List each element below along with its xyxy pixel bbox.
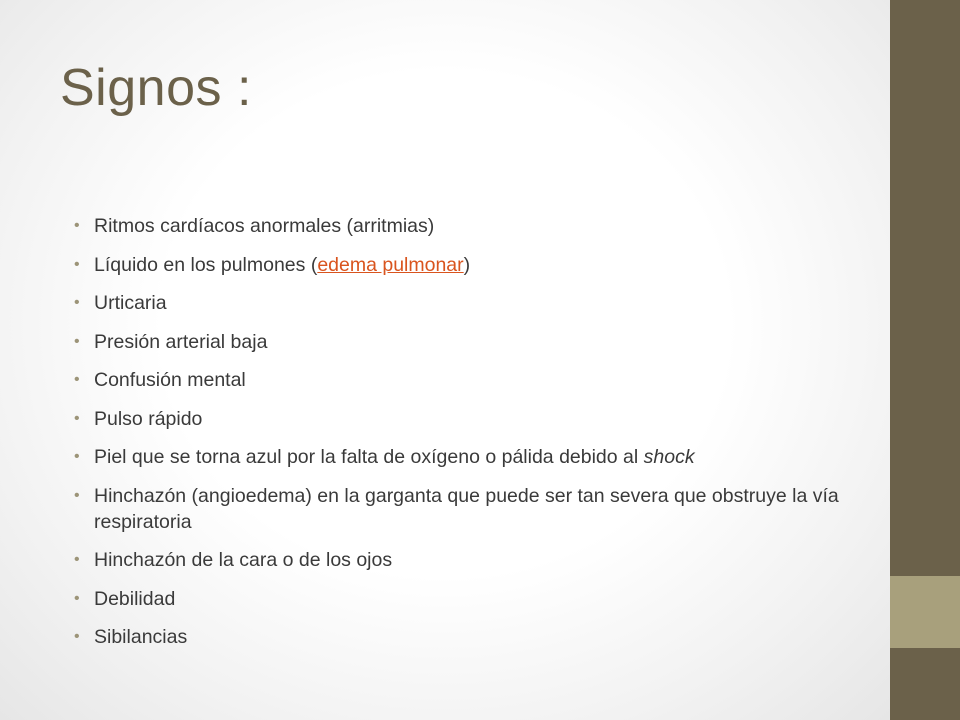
bullet-icon: • <box>74 551 80 568</box>
bullet-icon: • <box>74 255 80 273</box>
bullet-icon: • <box>74 332 80 350</box>
edema-pulmonar-link[interactable]: edema pulmonar <box>317 253 464 276</box>
list-item <box>74 624 864 650</box>
list-item <box>74 329 864 355</box>
bullet-text-pre: Piel que se torna azul por la falta de oxígeno o pálida debido al <box>94 446 644 468</box>
bullet-text-post: ) <box>463 253 471 276</box>
bullet-text-pre: Líquido en los pulmones ( <box>94 253 318 276</box>
bullet-icon: • <box>74 371 80 388</box>
list-item <box>74 483 864 535</box>
bullet-icon: • <box>74 448 80 465</box>
bullet-text: Confusión mental <box>94 369 246 391</box>
list-item <box>74 406 864 432</box>
bullet-text-emphasis: shock <box>643 446 695 468</box>
list-item <box>74 444 864 470</box>
list-item <box>74 547 864 573</box>
bullet-icon: • <box>74 628 80 645</box>
bullet-icon: • <box>74 294 80 311</box>
bullet-icon: • <box>74 589 80 607</box>
bullet-text: Urticaria <box>94 292 167 314</box>
bullet-text: Sibilancias <box>94 626 188 648</box>
bullet-text: Pulso rápido <box>94 407 203 430</box>
bullet-text: Debilidad <box>94 587 176 610</box>
decorative-band-bottom <box>890 648 960 720</box>
list-item <box>74 213 864 239</box>
list-item <box>74 367 864 393</box>
bullet-icon: • <box>74 217 80 234</box>
decorative-band-top <box>890 0 960 576</box>
bullet-text: Ritmos cardíacos anormales (arritmias) <box>94 215 435 237</box>
bullet-text: Presión arterial baja <box>94 330 268 353</box>
list-item <box>74 252 864 278</box>
bullet-text: Hinchazón de la cara o de los ojos <box>94 549 393 571</box>
bullet-list <box>74 213 864 663</box>
bullet-icon: • <box>74 486 80 504</box>
decorative-band-middle <box>890 576 960 648</box>
bullet-icon: • <box>74 409 80 427</box>
list-item <box>74 586 864 612</box>
bullet-text: Hinchazón (angioedema) en la garganta que puede ser tan severa que obstruye la vía respiratoria <box>94 484 839 533</box>
slide-title: Signos : <box>60 59 252 117</box>
list-item <box>74 290 864 316</box>
